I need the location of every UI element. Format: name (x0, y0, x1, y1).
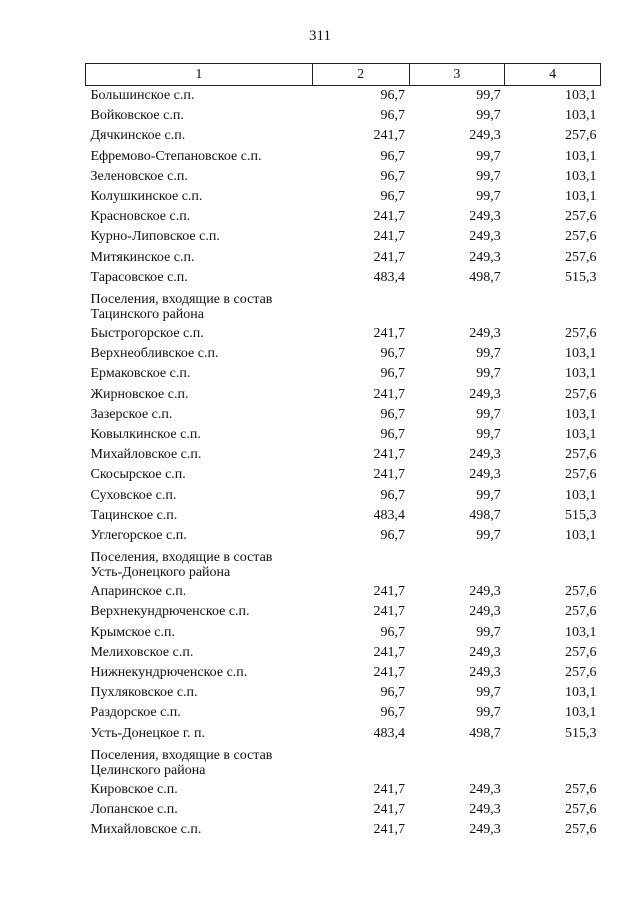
group-heading-row (86, 288, 601, 324)
value-col-2: 241,7 (373, 249, 406, 265)
value-col-4: 257,6 (565, 326, 597, 342)
value-col-4: 257,6 (565, 447, 597, 463)
value-col-3: 99,7 (476, 168, 501, 184)
value-col-2: 96,7 (380, 624, 406, 640)
value-col-4: 103,1 (565, 346, 597, 362)
table-row (86, 643, 601, 663)
settlement-name: Быстрогорское с.п. (90, 326, 204, 342)
settlement-name: Пухляковское с.п. (90, 685, 198, 701)
value-col-2: 241,7 (373, 665, 406, 681)
value-col-3: 99,7 (476, 624, 501, 640)
value-col-3: 249,3 (469, 326, 501, 342)
value-col-4: 257,6 (565, 822, 597, 838)
settlement-name: Зеленовское с.п. (90, 168, 188, 184)
value-col-2: 241,7 (373, 229, 406, 245)
value-col-2: 96,7 (380, 487, 406, 503)
table-row (86, 268, 601, 288)
table-row (86, 86, 601, 107)
table-row (86, 663, 601, 683)
value-col-2: 241,7 (373, 781, 406, 797)
settlement-name: Верхнекундрюченское с.п. (90, 604, 250, 620)
table-row (86, 167, 601, 187)
value-col-4: 257,6 (565, 665, 597, 681)
table-row (86, 106, 601, 126)
settlement-name: Михайловское с.п. (90, 447, 202, 463)
value-col-4: 103,1 (565, 624, 597, 640)
table-row (86, 405, 601, 425)
value-col-4: 103,1 (565, 168, 597, 184)
value-col-2: 241,7 (373, 604, 406, 620)
value-col-3: 99,7 (476, 148, 501, 164)
value-col-3: 99,7 (476, 705, 501, 721)
settlement-name: Большинское с.п. (90, 88, 195, 103)
settlement-name: Дячкинское с.п. (90, 128, 186, 144)
group-heading-row (86, 744, 601, 780)
value-col-3: 498,7 (469, 507, 501, 523)
value-col-4: 103,1 (565, 685, 597, 701)
value-col-4: 257,6 (565, 584, 597, 600)
value-col-3: 249,3 (469, 249, 501, 265)
value-col-3: 99,7 (476, 346, 501, 362)
value-col-3: 498,7 (469, 725, 501, 741)
settlement-name: Красновское с.п. (90, 209, 191, 225)
value-col-2: 96,7 (380, 685, 406, 701)
value-col-3: 249,3 (469, 467, 501, 483)
value-col-2: 241,7 (373, 822, 406, 838)
value-col-4: 515,3 (565, 725, 597, 741)
settlement-name: Апаринское с.п. (90, 584, 187, 600)
value-col-2: 96,7 (380, 705, 406, 721)
value-col-2: 241,7 (373, 584, 406, 600)
value-col-4: 103,1 (565, 487, 597, 503)
value-col-2: 96,7 (380, 406, 406, 422)
table-row (86, 126, 601, 146)
table-row (86, 465, 601, 485)
table-row (86, 364, 601, 384)
settlement-name: Ефремово-Степановское с.п. (90, 148, 262, 164)
table-row (86, 800, 601, 820)
value-col-2: 96,7 (380, 528, 406, 544)
value-col-4: 257,6 (565, 802, 597, 818)
header-col-2: 2 (312, 64, 409, 86)
group-heading-line1: Поселения, входящие в состав (90, 747, 273, 763)
group-heading-line2: Тацинского района (90, 307, 205, 323)
value-col-2: 483,4 (373, 507, 406, 523)
value-col-2: 241,7 (373, 802, 406, 818)
value-col-4: 103,1 (565, 406, 597, 422)
value-col-4: 257,6 (565, 128, 597, 144)
value-col-3: 249,3 (469, 802, 501, 818)
table-row (86, 227, 601, 247)
group-heading-line2: Целинского района (90, 762, 206, 778)
table-row (86, 623, 601, 643)
value-col-3: 99,7 (476, 88, 501, 103)
value-col-3: 99,7 (476, 528, 501, 544)
table-row (86, 820, 601, 840)
value-col-4: 257,6 (565, 229, 597, 245)
settlement-name: Ковылкинское с.п. (90, 427, 201, 443)
settlement-name: Войковское с.п. (90, 108, 184, 124)
value-col-4: 103,1 (565, 189, 597, 205)
table-header (86, 64, 601, 86)
table-row (86, 187, 601, 207)
value-col-2: 483,4 (373, 269, 406, 285)
value-col-2: 96,7 (380, 168, 406, 184)
value-col-3: 99,7 (476, 427, 501, 443)
table-row (86, 724, 601, 744)
value-col-4: 257,6 (565, 249, 597, 265)
settlement-name: Жирновское с.п. (90, 386, 189, 402)
table-row (86, 506, 601, 526)
table-row (86, 207, 601, 227)
value-col-3: 249,3 (469, 584, 501, 600)
value-col-3: 249,3 (469, 128, 501, 144)
value-col-2: 96,7 (380, 427, 406, 443)
table-row (86, 683, 601, 703)
settlement-name: Ермаковское с.п. (90, 366, 191, 382)
header-col-3: 3 (409, 64, 505, 86)
settlement-name: Зазерское с.п. (90, 406, 173, 422)
settlement-name: Раздорское с.п. (90, 705, 181, 721)
value-col-3: 249,3 (469, 781, 501, 797)
group-heading-line2: Усть-Донецкого района (90, 565, 231, 581)
settlement-name: Курно-Липовское с.п. (90, 229, 220, 245)
settlement-name: Крымское с.п. (90, 624, 175, 640)
value-col-3: 99,7 (476, 366, 501, 382)
settlements-table (85, 63, 601, 841)
group-heading-row (86, 546, 601, 582)
value-col-3: 249,3 (469, 604, 501, 620)
table-row (86, 147, 601, 167)
value-col-3: 249,3 (469, 822, 501, 838)
table-row (86, 344, 601, 364)
settlement-name: Тацинское с.п. (90, 507, 178, 523)
value-col-4: 103,1 (565, 148, 597, 164)
value-col-2: 241,7 (373, 467, 406, 483)
table-row (86, 324, 601, 344)
value-col-4: 515,3 (565, 507, 597, 523)
header-col-4: 4 (505, 64, 601, 86)
value-col-2: 96,7 (380, 108, 406, 124)
value-col-4: 257,6 (565, 781, 597, 797)
value-col-4: 103,1 (565, 88, 597, 103)
value-col-4: 103,1 (565, 366, 597, 382)
settlement-name: Митякинское с.п. (90, 249, 195, 265)
table-row (86, 582, 601, 602)
value-col-3: 249,3 (469, 229, 501, 245)
group-heading (86, 288, 601, 324)
header-col-1: 1 (86, 64, 313, 86)
value-col-3: 99,7 (476, 189, 501, 205)
value-col-3: 249,3 (469, 665, 501, 681)
value-col-3: 99,7 (476, 487, 501, 503)
settlement-name: Лопанское с.п. (90, 802, 178, 818)
table-row (86, 385, 601, 405)
settlement-name: Тарасовское с.п. (90, 269, 188, 285)
table-row (86, 526, 601, 546)
value-col-2: 96,7 (380, 366, 406, 382)
value-col-4: 257,6 (565, 209, 597, 225)
value-col-3: 249,3 (469, 209, 501, 225)
header-row (86, 64, 601, 86)
value-col-4: 103,1 (565, 705, 597, 721)
settlement-name: Скосырское с.п. (90, 467, 186, 483)
settlement-name: Верхнеобливское с.п. (90, 346, 219, 362)
value-col-3: 249,3 (469, 644, 501, 660)
value-col-3: 498,7 (469, 269, 501, 285)
table-body (86, 86, 601, 841)
settlement-name: Михайловское с.п. (90, 822, 202, 838)
settlement-name: Мелиховское с.п. (90, 644, 194, 660)
settlement-name: Суховское с.п. (90, 487, 177, 503)
page-number: 311 (309, 28, 331, 44)
value-col-2: 96,7 (380, 189, 406, 205)
group-heading (86, 546, 601, 582)
value-col-2: 241,7 (373, 128, 406, 144)
value-col-4: 103,1 (565, 427, 597, 443)
value-col-4: 257,6 (565, 386, 597, 402)
value-col-4: 515,3 (565, 269, 597, 285)
value-col-4: 103,1 (565, 528, 597, 544)
value-col-2: 241,7 (373, 326, 406, 342)
value-col-3: 99,7 (476, 685, 501, 701)
value-col-4: 103,1 (565, 108, 597, 124)
table-row (86, 486, 601, 506)
settlement-name: Углегорское с.п. (90, 528, 187, 544)
settlement-name: Нижнекундрюченское с.п. (90, 665, 248, 681)
value-col-2: 483,4 (373, 725, 406, 741)
table-row (86, 703, 601, 723)
value-col-3: 249,3 (469, 447, 501, 463)
table-row (86, 425, 601, 445)
value-col-3: 99,7 (476, 406, 501, 422)
table-row (86, 780, 601, 800)
value-col-2: 96,7 (380, 346, 406, 362)
table-row (86, 602, 601, 622)
table-row (86, 248, 601, 268)
group-heading (86, 744, 601, 780)
value-col-2: 96,7 (380, 88, 406, 103)
value-col-2: 241,7 (373, 644, 406, 660)
value-col-4: 257,6 (565, 604, 597, 620)
group-heading-line1: Поселения, входящие в состав (90, 550, 273, 566)
value-col-4: 257,6 (565, 644, 597, 660)
settlement-name: Кировское с.п. (90, 781, 178, 797)
value-col-4: 257,6 (565, 467, 597, 483)
settlement-name: Усть-Донецкое г. п. (90, 725, 205, 741)
value-col-3: 99,7 (476, 108, 501, 124)
value-col-2: 241,7 (373, 386, 406, 402)
value-col-3: 249,3 (469, 386, 501, 402)
settlement-name: Колушкинское с.п. (90, 189, 203, 205)
value-col-2: 241,7 (373, 447, 406, 463)
table-row (86, 445, 601, 465)
value-col-2: 241,7 (373, 209, 406, 225)
group-heading-line1: Поселения, входящие в состав (90, 292, 273, 308)
value-col-2: 96,7 (380, 148, 406, 164)
